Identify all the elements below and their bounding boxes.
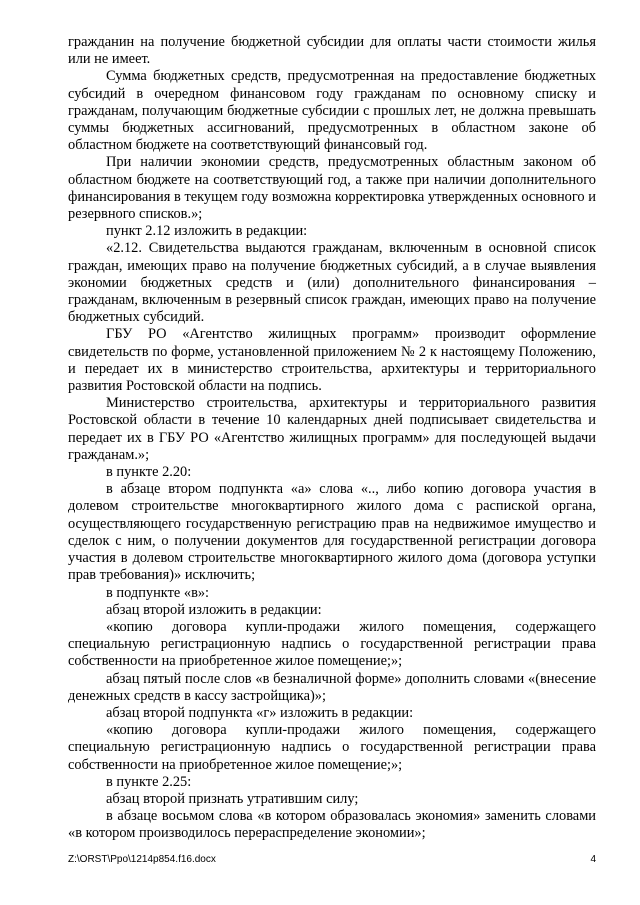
paragraph-subpoint-a-exclusion: в абзаце втором подпункта «а» слова «.., либо копию договора участия в долевом строительстве многоквартирного жилого дома с распиской органа, осуществляющего государственную регистрацию прав на недвижимое имущество и сделок с ним, о получении документов для государственной регистрации договора участия в долевом строительстве многоквартирного жилого дома (договора уступки прав требования)» исключить;	[68, 481, 596, 584]
paragraph-contract-copy-1: «копию договора купли-продажи жилого помещения, содержащего специальную регистрационную надпись о государственной регистрации права собственности на приобретенное жилое помещение;»;	[68, 618, 596, 670]
paragraph-point-2-12-text: «2.12. Свидетельства выдаются гражданам, включенным в основной список граждан, имеющих право на получение бюджетных субсидий, а в случае выявления экономии бюджетных средств и (или) дополнительного финансирования – гражданам, включенным в резервный список граждан, имеющих право на получение бюджетных субсидий.	[68, 240, 596, 326]
paragraph-ministry-signing: Министерство строительства, архитектуры и территориального развития Ростовской области в течение 10 календарных дней подписывает свидетельства и передает их в ГБУ РО «Агентство жилищных программ» для последующей выдачи гражданам.»;	[68, 395, 596, 463]
document-page	[68, 34, 596, 843]
paragraph-fifth-abzac-addition: абзац пятый после слов «в безналичной форме» дополнить словами «(внесение денежных средств в кассу застройщика)»;	[68, 670, 596, 704]
paragraph-point-2-25-intro: в пункте 2.25:	[106, 773, 192, 790]
paragraph-continuation: гражданин на получение бюджетной субсидии для оплаты части стоимости жилья или не имеет.	[68, 34, 596, 68]
paragraph-subpoint-g-intro: абзац второй подпункта «г» изложить в редакции:	[106, 704, 414, 721]
footer-page-number: 4	[590, 854, 596, 865]
paragraph-agency-certificates: ГБУ РО «Агентство жилищных программ» производит оформление свидетельств по форме, установленной приложением № 2 к настоящему Положению, и передает их в министерство строительства, архитектуры и территориального развития Ростовской области на подпись.	[68, 326, 596, 395]
paragraph-eighth-abzac-replace: в абзаце восьмом слова «в котором образовалась экономия» заменить словами «в котором производилось перераспределение экономии»;	[68, 808, 596, 842]
paragraph-second-abzac-edit: абзац второй изложить в редакции:	[106, 601, 322, 618]
paragraph-budget-sum: Сумма бюджетных средств, предусмотренная на предоставление бюджетных субсидий в очередном финансовом году гражданам по основному списку и гражданам, получающим бюджетные субсидии с прошлых лет, не должна превышать суммы бюджетных ассигнований, предусмотренных в областном законе об областном бюджете на соответствующий финансовый год.	[68, 68, 596, 154]
paragraph-point-2-20-intro: в пункте 2.20:	[106, 464, 192, 481]
paragraph-abzac-repealed: абзац второй признать утратившим силу;	[106, 790, 359, 807]
paragraph-contract-copy-2: «копию договора купли-продажи жилого помещения, содержащего специальную регистрационную надпись о государственной регистрации права собственности на приобретенное жилое помещение;»;	[68, 722, 596, 773]
paragraph-subpoint-v-intro: в подпункте «в»:	[106, 584, 210, 601]
paragraph-savings-adjustment: При наличии экономии средств, предусмотренных областным законом об областном бюджете на соответствующий год, а также при наличии дополнительного финансирования в текущем году возможна корректировка утвержденных основного и резервного списков.»;	[68, 154, 596, 223]
footer-file-path: Z:\ORST\Ppo\1214p854.f16.docx	[68, 854, 216, 865]
paragraph-point-2-12-intro: пункт 2.12 изложить в редакции:	[106, 223, 308, 240]
